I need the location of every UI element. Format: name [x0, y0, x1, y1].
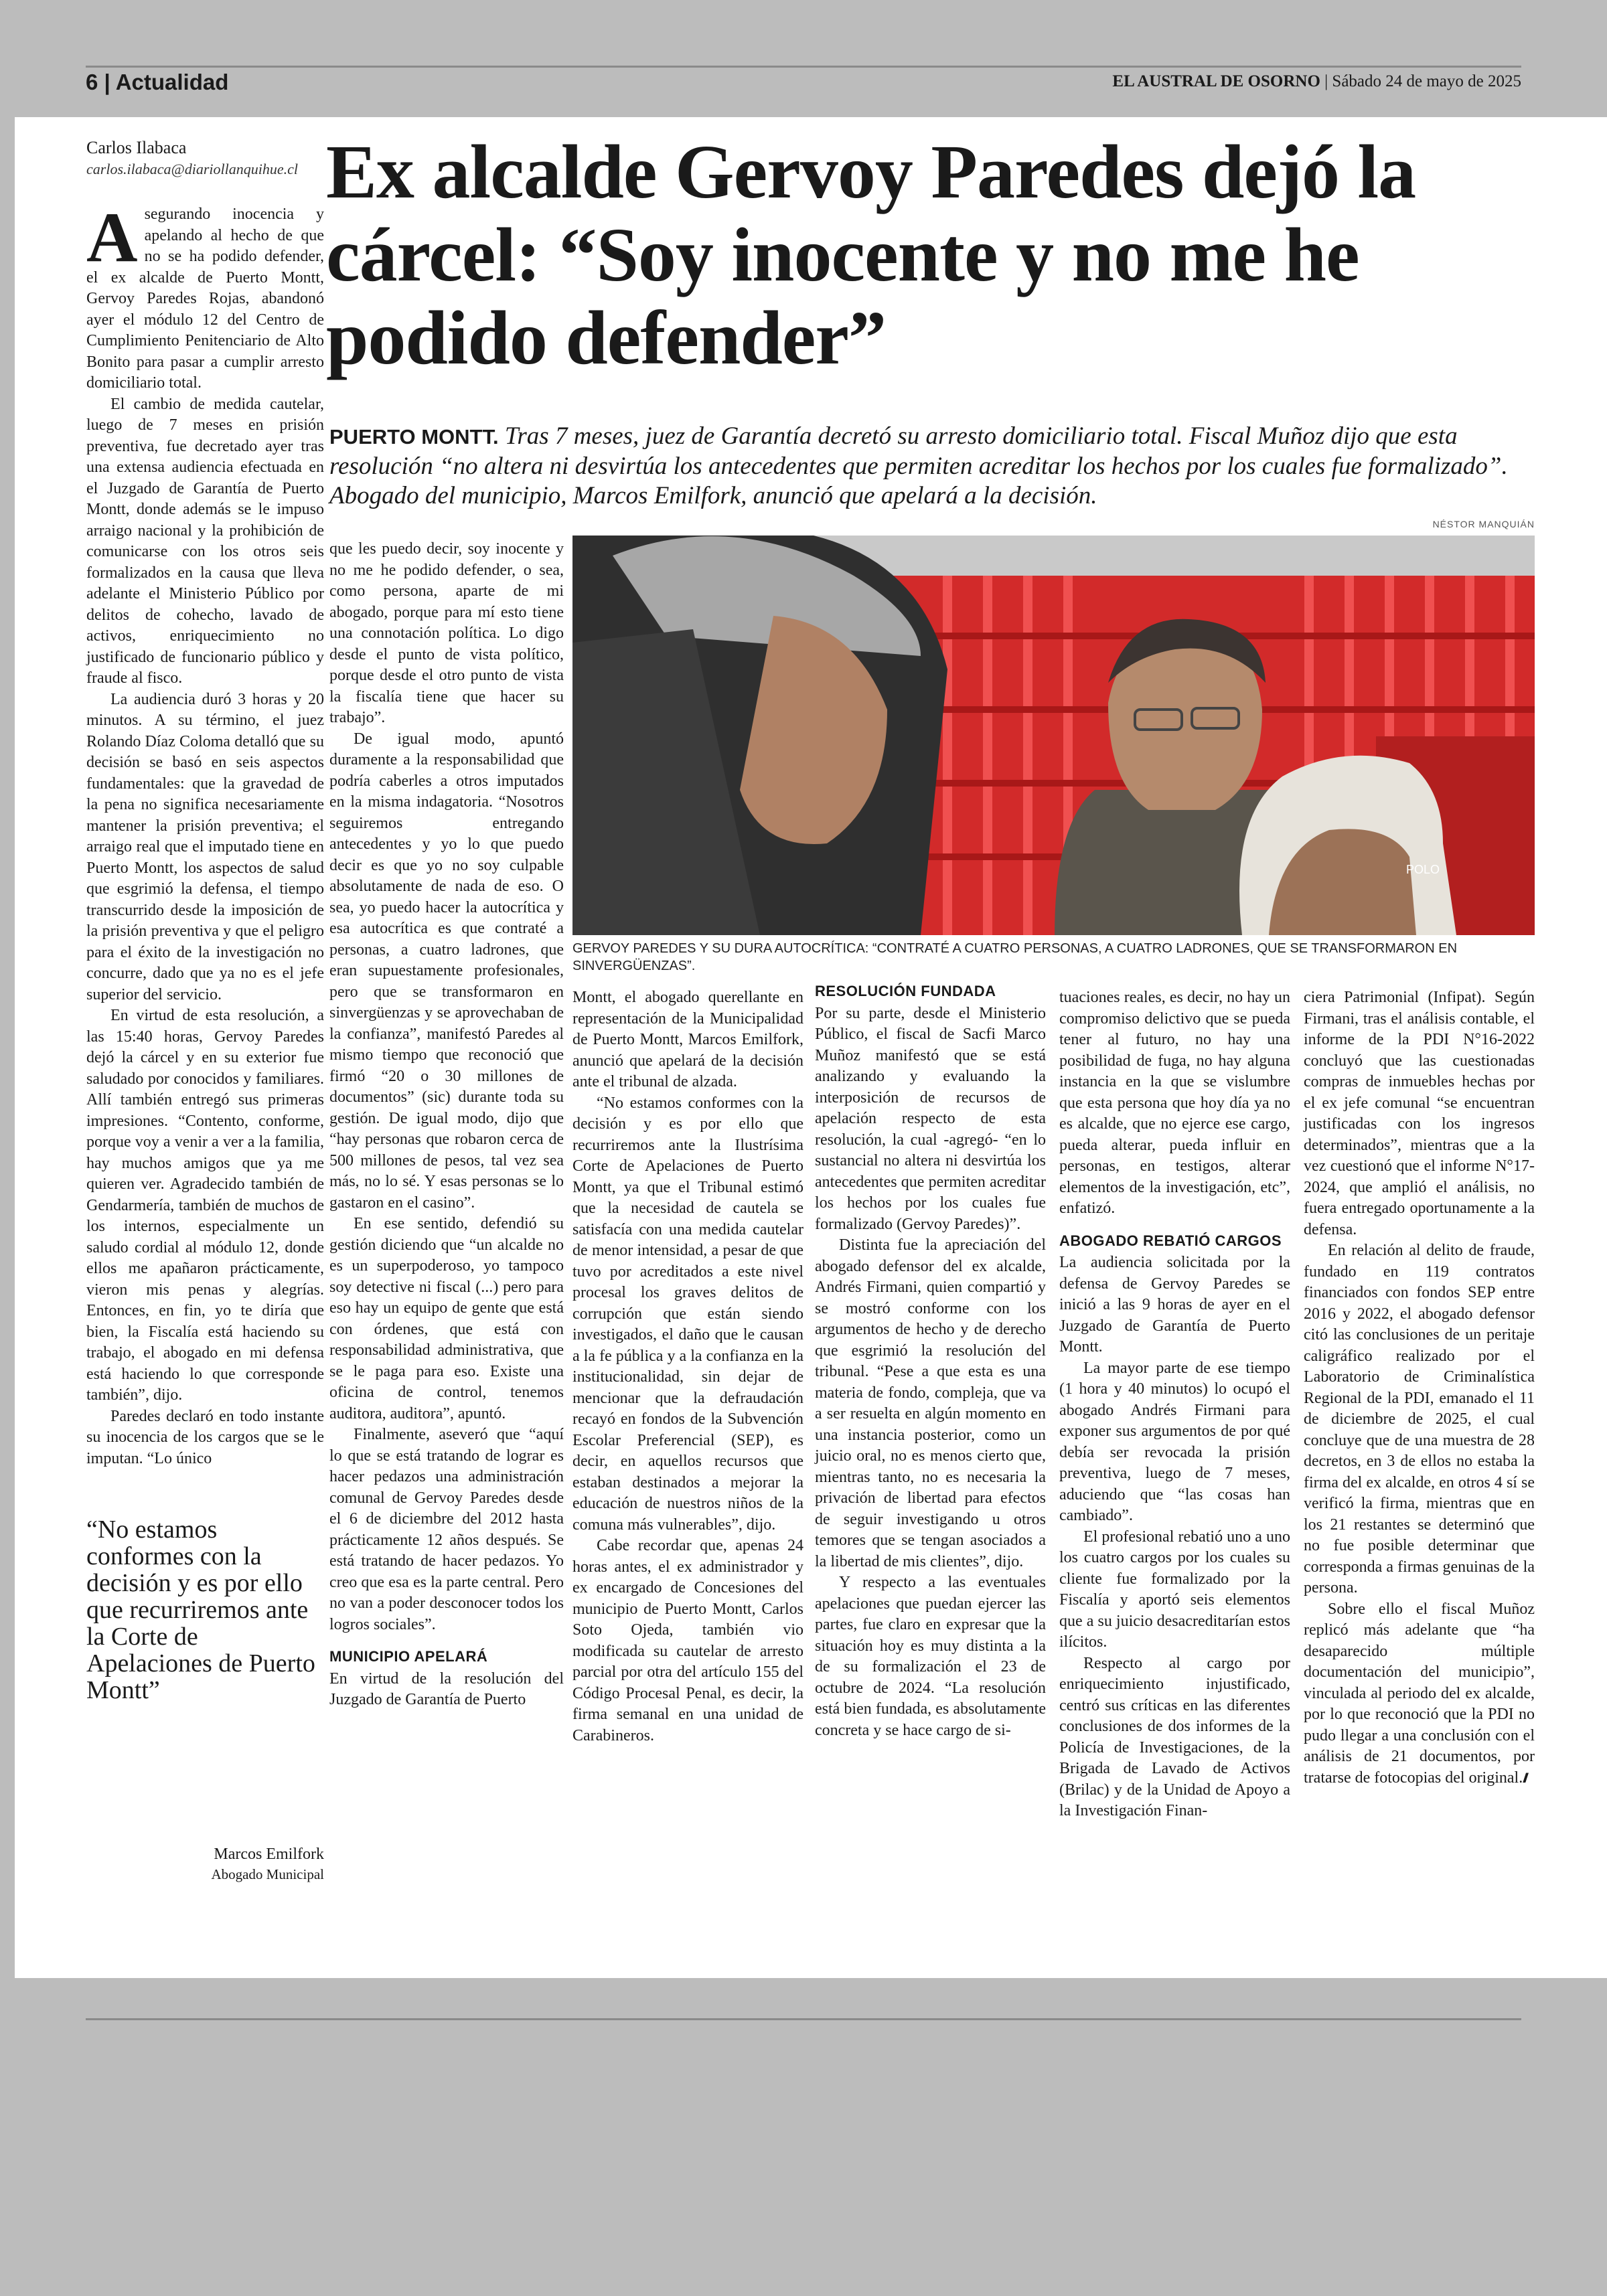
paragraph: Finalmente, aseveró que “aquí lo que se está tratando de lograr es hacer pedazos una administración comunal de Gervoy Paredes desde el 6 de diciembre del 2012 hasta prácticamente 12 años después. Se está tratando de hacer pedazos. Yo creo que esa es la parte central. Pero no van a poder desconocer todos los logros sociales”.: [329, 1426, 564, 1633]
byline: [86, 137, 298, 180]
column-5: [1059, 987, 1290, 1822]
paragraph: que les puedo decir, soy inocente y no me he podido defender, o sea, como persona, aparte de mi abogado, porque para mí esto tiene una connotación política. Lo digo desde el punto de vista político, porque desde el otro punto de vista la fiscalía tiene que hacer su trabajo”.: [329, 540, 564, 726]
paragraph: El profesional rebatió uno a uno los cuatro cargos por los cuales su cliente fue formalizado por la Fiscalía y aportó seis elementos que a su juicio desacreditarían estos ilícitos.: [1059, 1528, 1290, 1651]
column-6: [1304, 987, 1535, 1789]
paragraph: Sobre ello el fiscal Muñoz replicó más adelante que “ha desaparecido múltiple documentación del municipio”, vinculada al periodo del ex alcalde, por lo que reconoció que la PDI no pudo llegar a una conclusión con el análisis de 21 documentos, por tratarse de fotocopias del original.🙼: [1304, 1600, 1535, 1787]
column-1: [86, 198, 324, 1469]
paragraph: Paredes declaró en todo instante su inocencia de los cargos que se le imputan. “Lo único: [86, 1407, 324, 1467]
paper-name: EL AUSTRAL DE OSORNO: [1112, 72, 1320, 90]
issue-date: | Sábado 24 de mayo de 2025: [1320, 72, 1521, 90]
paragraph: “No estamos conformes con la decisión y es por ello que recurriremos ante la Ilustrísima Corte de Apelaciones de Puerto Montt, ya que el Tribunal estimó que la necesidad de cautela se satisfacía con una medida cautelar de menor intensidad, a pesar de que tuvo por acreditados a este nivel procesal los graves delitos de corrupción que están siendo investigados, el daño que le causan a la fe pública y a la confianza en la institucionalidad, sin dejar de mencionar que la defraudación recayó en fondos de la Subvención Escolar Preferencial (SEP), es decir, en aquellos recursos que estaban destinados a mejorar la educación de nuestros niños de la comuna más vulnerables”, dijo.: [572, 1094, 804, 1534]
paragraph: De igual modo, apuntó duramente a la responsabilidad que podría caberles a otros imputados en la misma indagatoria. “Nosotros seguiremos entregando antecedentes y yo lo que puedo decir es que yo no soy culpable absolutamente de nada de eso. O sea, yo puedo hacer la autocrítica y esa autocrítica es que contraté a personas, a cuatro ladrones, que eran supuestamente profesionales, pero que se transformaron en sinvergüenzas y se aprovechaban de la confianza”, manifestó Paredes al mismo tiempo que reconoció que firmó “20 o 30 millones de documentos” (sic) durante toda su gestión. De igual modo, dijo que “hay personas que robaron cerca de 500 millones de pesos, tal vez sea más, no lo sé. Y esas personas se lo gastaron en el casino”.: [329, 730, 564, 1212]
paragraph: Distinta fue la apreciación del abogado defensor del ex alcalde, Andrés Firmani, quien compartió y se mostró conforme con los argumentos de hecho y de derecho que esgrimió la resolución del tribunal. “Pese a que esta es una materia de fondo, compleja, que va a ser resuelta en algún momento en una instancia posterior, como un juicio oral, no es menos cierto que, mientras tanto, no es necesaria la privación de libertad para efectos de seguir investigando u otros temores que se tengan asociados a la libertad de mis clientes”, dijo.: [815, 1236, 1046, 1570]
subheading: RESOLUCIÓN FUNDADA: [815, 983, 996, 999]
author-name: Carlos Ilabaca: [86, 138, 187, 157]
column-2: [329, 539, 564, 1711]
quote-author: Marcos Emilfork: [214, 1846, 324, 1863]
paragraph: Respecto al cargo por enriquecimiento injustificado, centró sus críticas en las diferentes conclusiones de dos informes de la Policía de Investigaciones, de la Brigada de Lavado de Activos (Brilac) y de la Unidad de Apoyo a la Investigación Finan-: [1059, 1654, 1290, 1819]
photo-caption: GERVOY PAREDES Y SU DURA AUTOCRÍTICA: “CONTRATÉ A CUATRO PERSONAS, A CUATRO LADRONES, QUE SE TRANSFORMARON EN SINVERGÜENZAS”.: [572, 941, 1458, 973]
photo-watermark: POLO: [1406, 863, 1440, 876]
paragraph: ciera Patrimonial (Infipat). Según Firmani, tras el análisis contable, el informe de la PDI N°16-2022 concluyó que las cuestionadas compras de inmuebles hechas por el ex jefe comunal “se encuentran justificadas con los ingresos determinados”, mientras que a la vez cuestionó que el informe N°17-2024, que amplió el análisis, no fuera entregado oportunamente a la defensa.: [1304, 989, 1535, 1238]
end-of-article-icon: 🙼: [1523, 1769, 1529, 1786]
paragraph: Cabe recordar que, apenas 24 horas antes, el ex administrador y ex encargado de Concesiones del municipio de Puerto Montt, Carlos Soto Ojeda, también vio modificada su cautelar de arresto parcial por otra del artículo 155 del Código Procesal Penal, es decir, la firma semanal en una unidad de Carabineros.: [572, 1537, 804, 1744]
paragraph: En virtud de la resolución del Juzgado de Garantía de Puerto: [329, 1669, 564, 1708]
lead-place: PUERTO MONTT.: [329, 425, 499, 448]
article-page: [15, 117, 1607, 1978]
paragraph: Y respecto a las eventuales apelaciones que puedan ejercer las partes, fue claro en expresar que la situación hoy es muy distinta a la de su formalización el 23 de octubre de 2024. “La resolución está bien fundada, es absolutamente concreta y se hace cargo de si-: [815, 1574, 1046, 1739]
photo-credit: NÉSTOR MANQUIÁN: [1432, 519, 1535, 529]
pull-quote-text: “No estamos conformes con la decisión y es por ello que recurriremos ante la Corte de Apelaciones de Puerto Montt”: [86, 1515, 315, 1704]
paragraph: Asegurando inocencia y apelando al hecho de que no se ha podido defender, el ex alcalde de Puerto Montt, Gervoy Paredes Rojas, abandonó ayer el módulo 12 del Centro de Cumplimiento Penitenciario de Alto Bonito para pasar a cumplir arresto domiciliario total.: [86, 198, 324, 392]
column-3: [572, 987, 804, 1746]
paragraph: El cambio de medida cautelar, luego de 7 meses en prisión preventiva, fue decretado ayer tras una extensa audiencia efectuada en el Juzgado de Garantía de Puerto Montt, donde además se le impuso arraigo nacional y la prohibición de comunicarse con los otros seis formalizados en la causa que lleva adelante el Ministerio Público por delitos de cohecho, lavado de activos, enriquecimiento no justificado de funcionario público y fraude al fisco.: [86, 395, 324, 687]
paragraph: Por su parte, desde el Ministerio Público, el fiscal de Sacfi Marco Muñoz manifestó que se está analizando y evaluando la interposición de recursos de apelación respecto de esta resolución, la cual -agregó- “en lo sustancial no altera ni desvirtúa los antecedentes que permiten acreditar los hechos por los cuales fue formalizado (Gervoy Paredes)”.: [815, 1004, 1046, 1233]
paragraph: Montt, el abogado querellante en representación de la Municipalidad de Puerto Montt, Marcos Emilfork, anunció que apelará de la decisión ante el tribunal de alzada.: [572, 989, 804, 1090]
paragraph: En relación al delito de fraude, fundado en 119 contratos financiados con fondos SEP entre 2016 y 2022, el abogado defensor citó las conclusiones de un peritaje caligráfico realizado por el Laboratorio de Criminalística Regional de la PDI, emanado el 11 de diciembre de 2025, el cual concluye que de una muestra de 28 decretos, en 3 de ellos no estaba la firma del ex alcalde, en otros 4 sí se verificó la firma, mientras que en los 21 restantes se determinó que no fue posible determinar que corresponda a firmas genuinas de la persona.: [1304, 1242, 1535, 1596]
lead-paragraph: [329, 422, 1535, 511]
page-folio: [86, 67, 1521, 95]
paper-date: [1112, 72, 1521, 91]
paragraph: La audiencia solicitada por la defensa de Gervoy Paredes se inició a las 9 horas de ayer en el Juzgado de Garantía de Puerto Montt.: [1059, 1254, 1290, 1356]
quote-role: Abogado Municipal: [211, 1866, 324, 1882]
pull-quote: [86, 1515, 324, 1882]
paragraph: tuaciones reales, es decir, no hay un compromiso delictivo que se pueda tener al futuro, no hay una posibilidad de fuga, no hay alguna instancia en la que se vislumbre que esta persona que hoy día ya no es alcalde, que no ejerce ese cargo, pueda alterar, pueda influir en personas, en testigos, alterar elementos de la investigación, etc”, enfatizó.: [1059, 989, 1290, 1217]
page-section: 6 | Actualidad: [86, 70, 229, 94]
pull-quote-attribution: [86, 1844, 324, 1884]
main-photo: [572, 536, 1535, 935]
paragraph: En virtud de esta resolución, a las 15:40 horas, Gervoy Paredes dejó la cárcel y en su exterior fue saludado por conocidos y familiares. Allí también entregó sus primeras impresiones. “Contento, conforme, porque voy a venir a ver a la familia, hay muchos amigos que ya me quieren ver. Agradecido también de Gendarmería, también de muchos de los internos, especialmente un saludo cordial al módulo 12, donde ellos me apañaron prácticamente, vieron mis penas y alegrías. Entonces, en fin, yo te diría que bien, la Fiscalía está haciendo su trabajo, el abogado en mi defensa está haciendo lo que corresponde también”, dijo.: [86, 1007, 324, 1404]
subheading: MUNICIPIO APELARÁ: [329, 1648, 488, 1665]
paragraph: La audiencia duró 3 horas y 20 minutos. A su término, el juez Rolando Díaz Coloma detalló que su decisión se basó en seis aspectos fundamentales: que la gravedad de la pena no significa necesariamente mantener la prisión preventiva; el arraigo real que el imputado tiene en Puerto Montt, los aspectos de salud que esgrimió la defensa, el tiempo transcurrido desde la imposición de la prisión preventiva y que el peligro para el éxito de la investigación no concurre, dado que ya no es el jefe superior del servicio.: [86, 690, 324, 1003]
paragraph: En ese sentido, defendió su gestión diciendo que “un alcalde no es un superpoderoso, yo tampoco soy detective ni fiscal (...) pero para eso hay un equipo de gente que está con órdenes, que está con responsabilidad administrativa, que se le paga para eso. Existe una oficina de control, tenemos auditora, auditora”, apuntó.: [329, 1215, 564, 1422]
drop-cap: A: [86, 198, 138, 276]
column-4: [815, 981, 1046, 1741]
footer-rule: [86, 2018, 1521, 2020]
paragraph: La mayor parte de ese tiempo (1 hora y 40 minutos) lo ocupó el abogado Andrés Firmani para exponer sus argumentos de por qué debía ser revocada la prisión preventiva, luego de 7 meses, aduciendo que “las cosas han cambiado”.: [1059, 1359, 1290, 1524]
headline: Ex alcalde Gervoy Paredes dejó la cárcel: “Soy inocente y no me he podido defender”: [326, 129, 1416, 380]
subheading: ABOGADO REBATIÓ CARGOS: [1059, 1232, 1282, 1249]
author-email: carlos.ilabaca@diariollanquihue.cl: [86, 161, 298, 177]
lead-text: Tras 7 meses, juez de Garantía decretó su arresto domiciliario total. Fiscal Muñoz dijo que esta resolución “no altera ni desvirtúa los antecedentes que permiten acreditar los hechos por los cuales fue formalizado”. Abogado del municipio, Marcos Emilfork, anunció que apelará a la decisión.: [329, 422, 1508, 509]
